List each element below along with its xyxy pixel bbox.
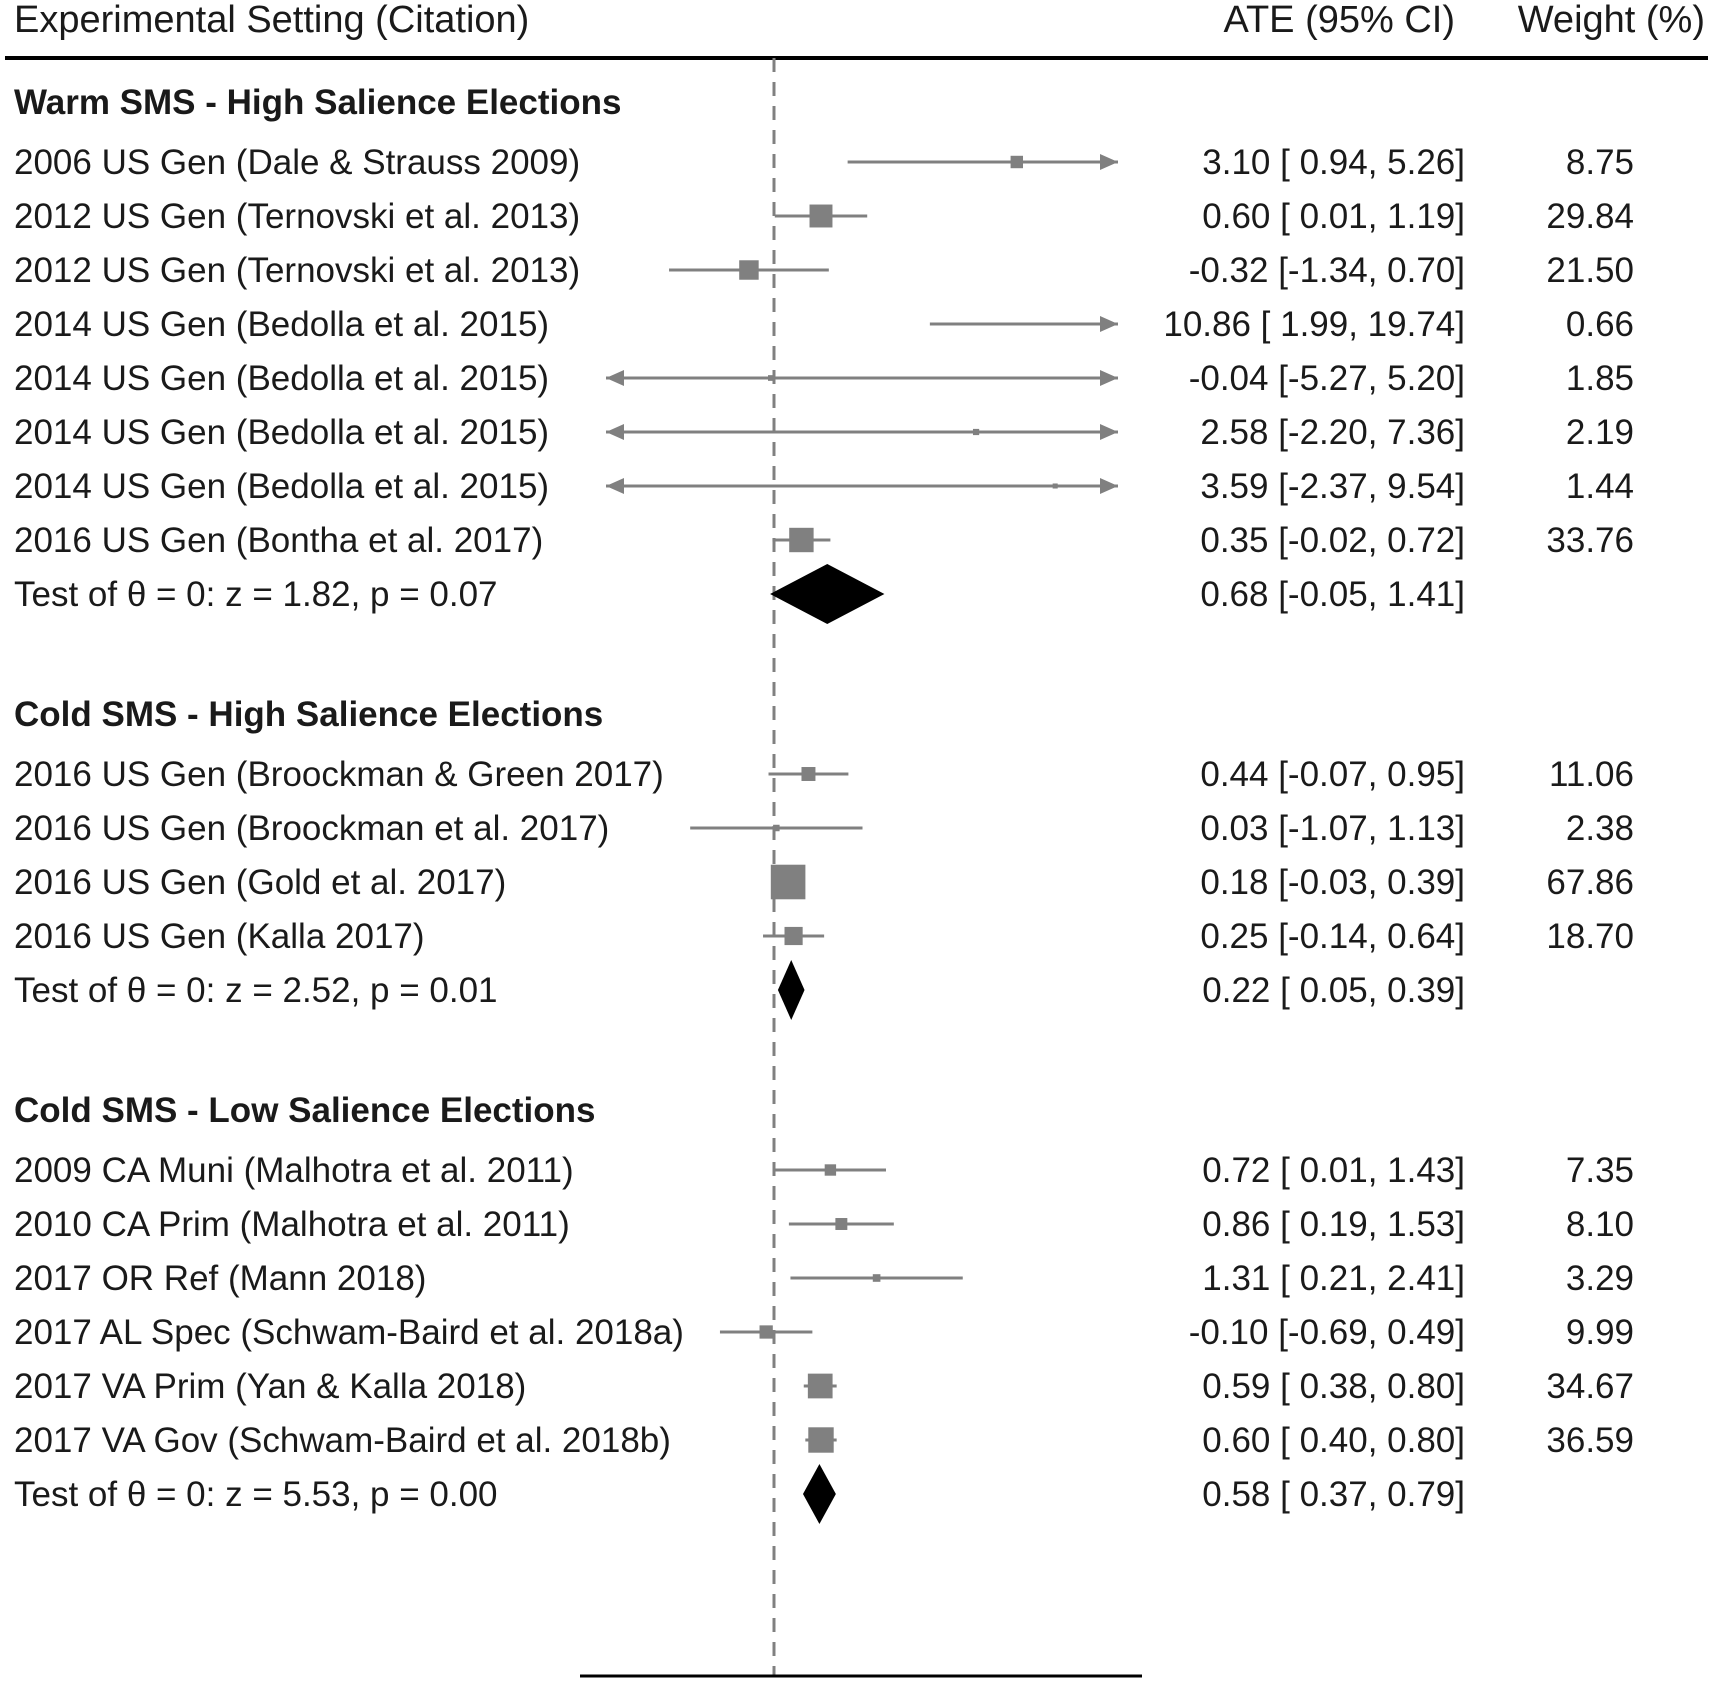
study-row [14,1259,1634,1298]
study-row [14,1313,1634,1352]
ate-ci-value: 0.35 [-0.02, 0.72] [1200,521,1465,560]
ate-ci-value: 0.25 [-0.14, 0.64] [1200,917,1465,956]
weight-value: 29.84 [1546,197,1634,236]
point-estimate-marker [801,767,815,781]
point-estimate-marker [739,260,758,279]
ate-ci-value: 0.86 [ 0.19, 1.53] [1202,1205,1465,1244]
study-label: 2016 US Gen (Gold et al. 2017) [14,863,507,902]
header-effect: ATE (95% CI) [1223,0,1455,41]
ci-arrow-left [606,424,624,440]
weight-value: 36.59 [1546,1421,1634,1460]
point-estimate-marker [808,1374,833,1399]
weight-value: 11.06 [1549,755,1634,794]
ci-arrow-right [1100,154,1118,170]
study-row [14,917,1634,956]
study-label: 2016 US Gen (Kalla 2017) [14,917,425,956]
weight-value: 21.50 [1546,251,1634,290]
weight-value: 0.66 [1565,305,1634,344]
ate-ci-value: 0.03 [-1.07, 1.13] [1200,809,1465,848]
ate-ci-value: 3.59 [-2.37, 9.54] [1200,467,1465,506]
study-label: 2012 US Gen (Ternovski et al. 2013) [14,197,581,236]
summary-ate-ci-value: 0.58 [ 0.37, 0.79] [1202,1475,1465,1514]
ate-ci-value: 0.18 [-0.03, 0.39] [1200,863,1465,902]
weight-value: 1.44 [1565,467,1634,506]
ate-ci-value: 0.60 [ 0.40, 0.80] [1202,1421,1465,1460]
ci-arrow-right [1100,370,1118,386]
group-title: Cold SMS - Low Salience Elections [14,1091,596,1130]
summary-ate-ci-value: 0.68 [-0.05, 1.41] [1200,575,1465,614]
ci-arrow-left [606,478,624,494]
ci-arrow-right [1100,316,1118,332]
study-row [14,467,1634,506]
point-estimate-marker [784,927,802,945]
study-label: 2006 US Gen (Dale & Strauss 2009) [14,143,581,182]
ate-ci-value: 0.44 [-0.07, 0.95] [1200,755,1465,794]
study-label: 2014 US Gen (Bedolla et al. 2015) [14,467,550,506]
weight-value: 1.85 [1565,359,1634,398]
point-estimate-marker [760,1325,773,1338]
weight-value: 7.35 [1565,1151,1634,1190]
point-estimate-marker [873,1274,881,1282]
study-row [14,251,1634,290]
study-label: 2014 US Gen (Bedolla et al. 2015) [14,305,550,344]
group-title: Warm SMS - High Salience Elections [14,83,622,122]
ate-ci-value: 10.86 [ 1.99, 19.74] [1163,305,1465,344]
point-estimate-marker [1011,156,1023,168]
ate-ci-value: -0.10 [-0.69, 0.49] [1188,1313,1465,1352]
study-row [14,359,1634,398]
ate-ci-value: 3.10 [ 0.94, 5.26] [1202,143,1465,182]
summary-test-label: Test of θ = 0: z = 2.52, p = 0.01 [14,971,498,1010]
weight-value: 34.67 [1546,1367,1634,1406]
summary-test-label: Test of θ = 0: z = 1.82, p = 0.07 [14,575,498,614]
study-row [14,755,1634,794]
study-label: 2017 VA Gov (Schwam-Baird et al. 2018b) [14,1421,671,1460]
study-label: 2016 US Gen (Broockman et al. 2017) [14,809,610,848]
study-row [14,1151,1634,1190]
study-label: 2016 US Gen (Bontha et al. 2017) [14,521,544,560]
study-row [14,863,1634,902]
point-estimate-marker [789,528,813,552]
ate-ci-value: 0.60 [ 0.01, 1.19] [1202,197,1465,236]
ate-ci-value: 2.58 [-2.20, 7.36] [1200,413,1465,452]
weight-value: 18.70 [1546,917,1634,956]
ate-ci-value: -0.04 [-5.27, 5.20] [1188,359,1465,398]
weight-value: 67.86 [1546,863,1634,902]
group-title: Cold SMS - High Salience Elections [14,695,604,734]
study-row [14,521,1634,560]
summary-diamond [778,960,805,1020]
weight-value: 33.76 [1546,521,1634,560]
study-label: 2016 US Gen (Broockman & Green 2017) [14,755,664,794]
point-estimate-marker [973,429,979,435]
header-study: Experimental Setting (Citation) [14,0,530,41]
ate-ci-value: 1.31 [ 0.21, 2.41] [1202,1259,1465,1298]
summary-ate-ci-value: 0.22 [ 0.05, 0.39] [1202,971,1465,1010]
study-row [14,1205,1634,1244]
header-weight: Weight (%) [1517,0,1705,41]
summary-test-label: Test of θ = 0: z = 5.53, p = 0.00 [14,1475,498,1514]
ci-arrow-left [606,370,624,386]
study-label: 2017 OR Ref (Mann 2018) [14,1259,427,1298]
point-estimate-marker [771,865,806,900]
weight-value: 3.29 [1565,1259,1634,1298]
summary-diamond [770,564,884,624]
study-row [14,143,1634,182]
weight-value: 2.38 [1565,809,1634,848]
weight-value: 2.19 [1565,413,1634,452]
ci-arrow-right [1100,478,1118,494]
point-estimate-marker [768,375,774,381]
forest-rows [14,83,1634,1524]
weight-value: 9.99 [1565,1313,1634,1352]
ci-arrow-right [1100,424,1118,440]
study-label: 2017 VA Prim (Yan & Kalla 2018) [14,1367,527,1406]
study-row [14,413,1634,452]
study-label: 2014 US Gen (Bedolla et al. 2015) [14,413,550,452]
summary-diamond [803,1464,836,1524]
study-label: 2010 CA Prim (Malhotra et al. 2011) [14,1205,570,1244]
point-estimate-marker [1053,483,1058,488]
study-row [14,197,1634,236]
study-row [14,305,1634,344]
study-label: 2014 US Gen (Bedolla et al. 2015) [14,359,550,398]
study-row [14,1421,1634,1460]
point-estimate-marker [808,1427,833,1452]
point-estimate-marker [835,1218,847,1230]
ate-ci-value: 0.59 [ 0.38, 0.80] [1202,1367,1465,1406]
study-row [14,809,1634,848]
ate-ci-value: -0.32 [-1.34, 0.70] [1188,251,1465,290]
study-label: 2017 AL Spec (Schwam-Baird et al. 2018a) [14,1313,684,1352]
point-estimate-marker [825,1164,836,1175]
ate-ci-value: 0.72 [ 0.01, 1.43] [1202,1151,1465,1190]
weight-value: 8.10 [1565,1205,1634,1244]
study-label: 2012 US Gen (Ternovski et al. 2013) [14,251,581,290]
study-label: 2009 CA Muni (Malhotra et al. 2011) [14,1151,574,1190]
study-row [14,1367,1634,1406]
weight-value: 8.75 [1565,143,1634,182]
point-estimate-marker [773,825,779,831]
point-estimate-marker [810,205,833,228]
